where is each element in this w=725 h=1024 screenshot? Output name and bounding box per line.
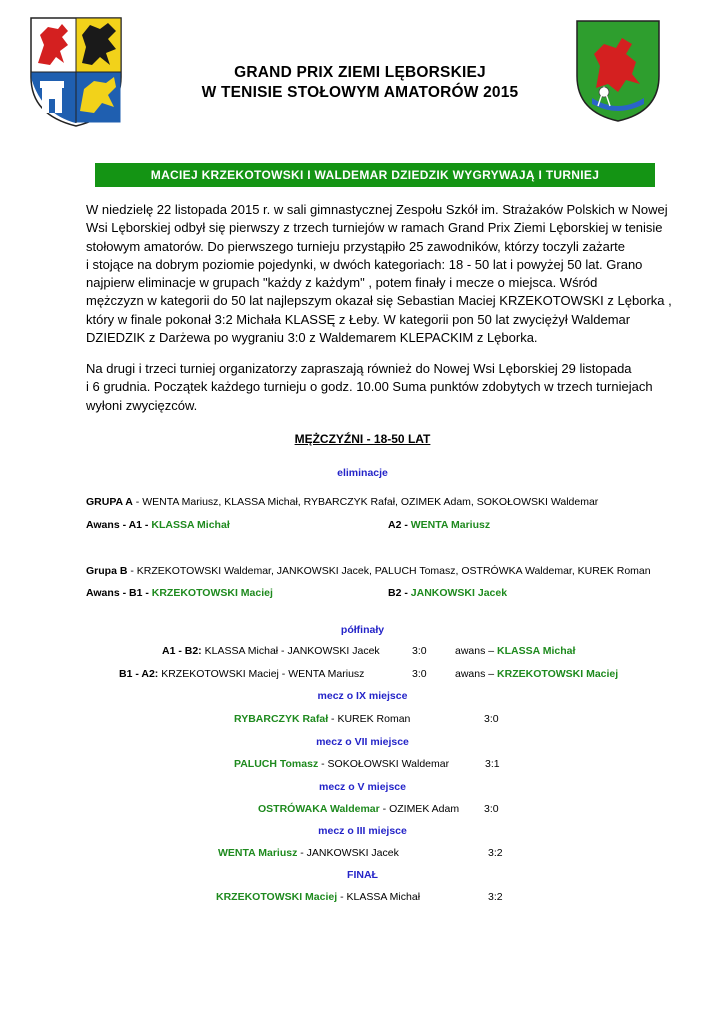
group-a-advance-label: Awans - A1 -: [86, 519, 152, 531]
intro-line: DZIEDZIK z Darżewa po wygraniu 3:0 z Waldemarem KLEPACKIM z Lęborka.: [86, 330, 538, 346]
page-title-line-1: GRAND PRIX ZIEMI LĘBORSKIEJ: [234, 64, 486, 81]
page-title-line-2: W TENISIE STOŁOWYM AMATORÓW 2015: [201, 84, 519, 101]
semifinal-match: KLASSA Michał - JANKOWSKI Jacek: [201, 645, 380, 657]
next-line: wyłoni zwycięzców.: [86, 397, 198, 413]
group-b-row: [86, 565, 651, 577]
semifinal-row: [162, 645, 380, 657]
placing-match-heading: mecz o IX miejsce: [317, 690, 408, 702]
group-b-b2-player: JANKOWSKI Jacek: [410, 587, 508, 599]
group-b-b2-row: [388, 587, 507, 599]
intro-line: W niedzielę 22 listopada 2015 r. w sali gimnastycznej Zespołu Szkół im. Strażaków Polskich w Nowej: [86, 202, 668, 217]
group-a-advance-row: [86, 519, 230, 531]
group-b-advance-label: Awans - B1 -: [86, 587, 152, 599]
final-winner: KRZEKOTOWSKI Maciej: [216, 891, 338, 903]
intro-paragraph: [86, 201, 686, 347]
next-line: i 6 grudnia. Początek każdego turnieju o godz. 10.00 Suma punktów zdobytych w trzech turniejach: [86, 379, 653, 395]
final-score: 3:2: [488, 891, 503, 903]
semifinal-winner: KRZEKOTOWSKI Maciej: [497, 668, 619, 680]
group-a-a2-label: A2 -: [388, 519, 411, 531]
semifinal-advance-label: awans –: [455, 668, 498, 680]
placing-match-row: [258, 803, 459, 815]
placing-winner: PALUCH Tomasz: [234, 758, 319, 770]
final-match-row: [216, 891, 420, 903]
placing-score: 3:0: [484, 713, 499, 725]
placing-opponent: - SOKOŁOWSKI Waldemar: [318, 758, 450, 770]
next-tournaments-paragraph: [86, 360, 686, 415]
eliminations-heading: eliminacje: [337, 467, 388, 479]
intro-line: najpierw eliminacje w grupach "każdy z każdym" , potem finały i mecze o miejsca. Wśród: [86, 275, 598, 291]
group-b-b1-player: KRZEKOTOWSKI Maciej: [151, 587, 273, 599]
placing-score: 3:0: [484, 803, 499, 815]
semifinal-match: KRZEKOTOWSKI Maciej - WENTA Mariusz: [158, 668, 365, 680]
final-opponent: - KLASSA Michał: [337, 891, 421, 903]
placing-opponent: - OZIMEK Adam: [379, 803, 460, 815]
semifinal-score: 3:0: [412, 668, 427, 680]
semifinal-advance: [455, 668, 618, 680]
group-a-label: GRUPA A: [86, 496, 133, 508]
placing-match-heading: mecz o VII miejsce: [316, 736, 409, 748]
group-a-row: [86, 496, 598, 508]
placing-match-row: [218, 847, 399, 859]
intro-line: mężczyzn w kategorii do 50 lat najlepszym okazał się Sebastian Maciej KRZEKOTOWSKI z Lęborka ,: [86, 293, 672, 309]
group-b-label: Grupa B: [86, 565, 128, 577]
placing-score: 3:2: [488, 847, 503, 859]
headline-text: MACIEJ KRZEKOTOWSKI I WALDEMAR DZIEDZIK WYGRYWAJĄ I TURNIEJ: [150, 168, 600, 182]
placing-opponent: - KUREK Roman: [328, 713, 411, 725]
group-a-a2-player: WENTA Mariusz: [410, 519, 491, 531]
intro-line: Wsi Lęborskiej odbył się pierwszy z trzech turniejów w ramach Grand Prix Ziemi Lęborskiej w tenisie: [86, 220, 663, 236]
semifinal-pair: A1 - B2:: [162, 645, 202, 657]
group-b-players: - KRZEKOTOWSKI Waldemar, JANKOWSKI Jacek, PALUCH Tomasz, OSTRÓWKA Waldemar, KUREK Roman: [127, 565, 651, 577]
semifinal-score: 3:0: [412, 645, 427, 657]
semifinal-row: [119, 668, 364, 680]
group-b-b2-label: B2 -: [388, 587, 411, 599]
group-a-players: - WENTA Mariusz, KLASSA Michał, RYBARCZYK Rafał, OZIMEK Adam, SOKOŁOWSKI Waldemar: [132, 496, 599, 508]
intro-line: stołowym amatorów. Do pierwszego turnieju przystąpiło 25 zawodników, którzy toczyli zażarte: [86, 238, 626, 254]
placing-winner: RYBARCZYK Rafał: [234, 713, 329, 725]
semifinal-advance-label: awans –: [455, 645, 498, 657]
next-line: Na drugi i trzeci turniej organizatorzy zapraszają również do Nowej Wsi Lęborskiej 29 listopada: [86, 361, 632, 376]
semifinal-pair: B1 - A2:: [119, 668, 159, 680]
placing-score: 3:1: [485, 758, 500, 770]
group-a-a1-player: KLASSA Michał: [151, 519, 230, 531]
final-heading: FINAŁ: [347, 869, 378, 881]
placing-match-heading: mecz o V miejsce: [319, 781, 406, 793]
placing-winner: WENTA Mariusz: [218, 847, 298, 859]
semifinal-advance: [455, 645, 575, 657]
placing-match-row: [234, 713, 410, 725]
group-b-advance-row: [86, 587, 273, 599]
intro-line: który w finale pokonał 3:2 Michała KLASSĘ z Łeby. W kategorii pon 50 lat zwyciężył Waldemar: [86, 311, 631, 327]
semifinals-heading: półfinały: [340, 624, 385, 636]
county-coat-of-arms-left: [28, 15, 124, 129]
semifinal-winner: KLASSA Michał: [497, 645, 576, 657]
men-category-title: MĘŻCZYŹNI - 18-50 LAT: [294, 432, 431, 446]
placing-match-heading: mecz o III miejsce: [318, 825, 407, 837]
placing-match-row: [234, 758, 449, 770]
intro-line: i stojące na dobrym poziomie pojedynki, w dwóch kategoriach: 18 - 50 lat i powyżej 50 lat. Grano: [86, 256, 643, 272]
placing-winner: OSTRÓWAKA Waldemar: [258, 803, 380, 815]
group-a-a2-row: [388, 519, 490, 531]
placing-opponent: - JANKOWSKI Jacek: [297, 847, 399, 859]
municipality-coat-of-arms-right: [574, 18, 662, 124]
headline-banner: [95, 163, 655, 187]
